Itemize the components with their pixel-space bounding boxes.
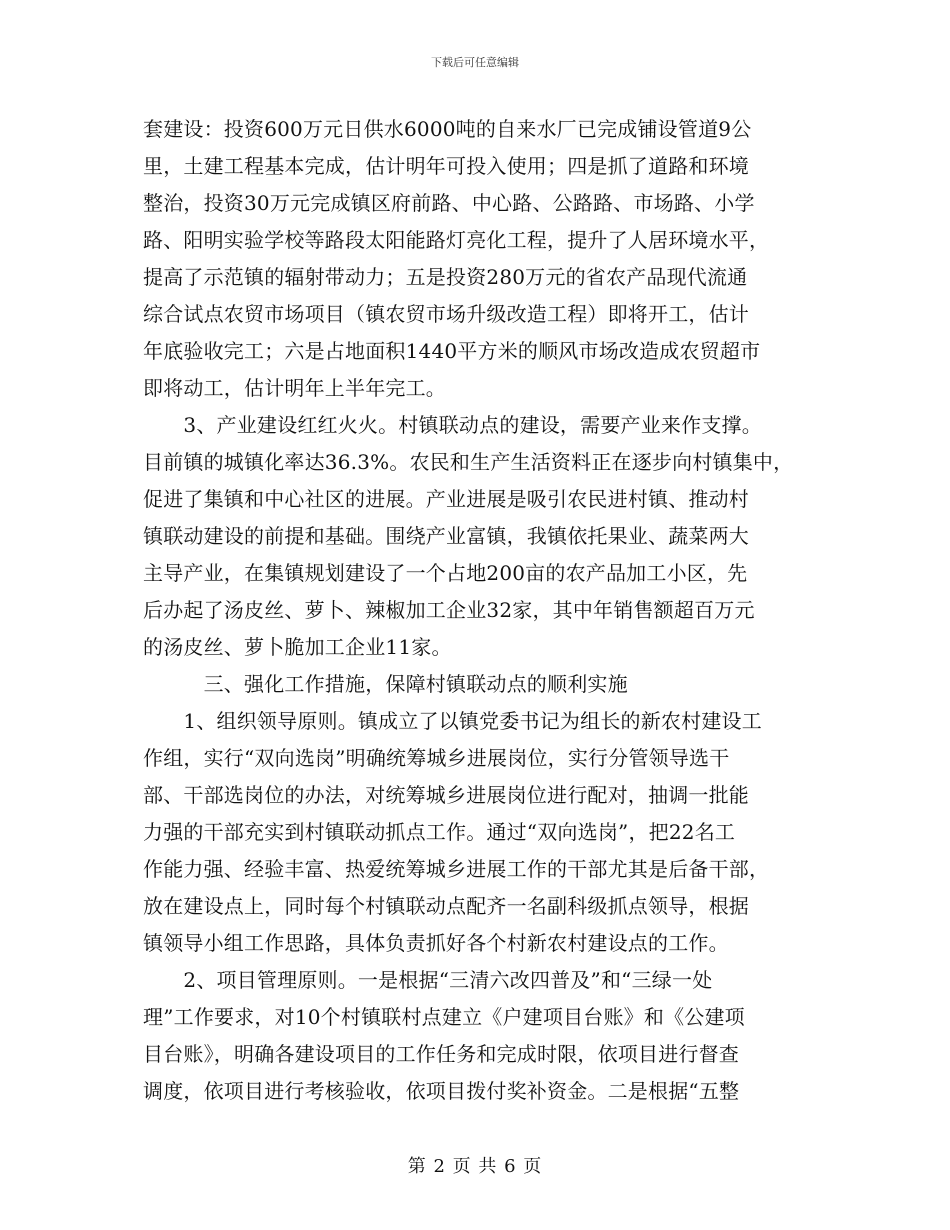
text-line: 里，土建工程基本完成，估计明年可投入使用；四是抓了道路和环境 (143, 154, 749, 178)
page-number-footer: 第 2 页 共 6 页 (407, 1156, 543, 1177)
page-header: 下载后可任意编辑 (431, 56, 519, 69)
text-line: 镇联动建设的前提和基础。围绕产业富镇，我镇依托果业、蔬菜两大 (143, 524, 749, 548)
text-line: 综合试点农贸市场项目（镇农贸市场升级改造工程）即将开工，估计 (143, 302, 749, 326)
text-line: 年底验收完工；六是占地面积1440平方米的顺风市场改造成农贸超市 (143, 339, 761, 363)
text-line: 镇领导小组工作思路，具体负责抓好各个村新农村建设点的工作。 (143, 931, 729, 955)
text-line: 的汤皮丝、萝卜脆加工企业11家。 (143, 635, 452, 659)
text-line: 即将动工，估计明年上半年完工。 (143, 376, 446, 400)
text-line: 路、阳明实验学校等路段太阳能路灯亮化工程，提升了人居环境水平， (143, 228, 770, 252)
text-line: 理”工作要求，对10个村镇联村点建立《户建项目台账》和《公建项 (143, 1005, 745, 1029)
text-line: 作组，实行“双向选岗”明确统筹城乡进展岗位，实行分管领导选干 (143, 746, 730, 770)
text-line: 目台账》，明确各建设项目的工作任务和完成时限，依项目进行督查 (143, 1042, 739, 1066)
text-line: 2、项目管理原则。一是根据“三清六改四普及”和“三绿一处 (143, 968, 713, 992)
text-line: 力强的干部充实到村镇联动抓点工作。通过“双向选岗”，把22名工 (143, 820, 736, 844)
text-line: 后办起了汤皮丝、萝卜、辣椒加工企业32家，其中年销售额超百万元 (143, 598, 755, 622)
document-body (143, 111, 823, 1110)
text-line: 目前镇的城镇化率达36.3%。农民和生产生活资料正在逐步向村镇集中， (143, 450, 794, 474)
text-line: 促进了集镇和中心社区的进展。产业进展是吸引农民进村镇、推动村 (143, 487, 749, 511)
text-line: 整治，投资30万元完成镇区府前路、中心路、公路路、市场路、小学 (143, 191, 755, 215)
text-line: 放在建设点上，同时每个村镇联动点配齐一名副科级抓点领导，根据 (143, 894, 749, 918)
text-line: 3、产业建设红红火火。村镇联动点的建设，需要产业来作支撑。 (143, 413, 762, 437)
text-line: 部、干部选岗位的办法，对统筹城乡进展岗位进行配对，抽调一批能 (143, 783, 749, 807)
text-line: 套建设：投资600万元日供水6000吨的自来水厂已完成铺设管道9公 (143, 117, 752, 141)
text-line: 主导产业，在集镇规划建设了一个占地200亩的农产品加工小区，先 (143, 561, 748, 585)
text-line: 1、组织领导原则。镇成立了以镇党委书记为组长的新农村建设工 (143, 709, 762, 733)
section-heading: 三、强化工作措施，保障村镇联动点的顺利实施 (143, 672, 628, 696)
text-line: 调度，依项目进行考核验收，依项目拨付奖补资金。二是根据“五整 (143, 1079, 740, 1103)
text-line: 作能力强、经验丰富、热爱统筹城乡进展工作的干部尤其是后备干部， (143, 857, 770, 881)
text-line: 提高了示范镇的辐射带动力；五是投资280万元的省农产品现代流通 (143, 265, 748, 289)
